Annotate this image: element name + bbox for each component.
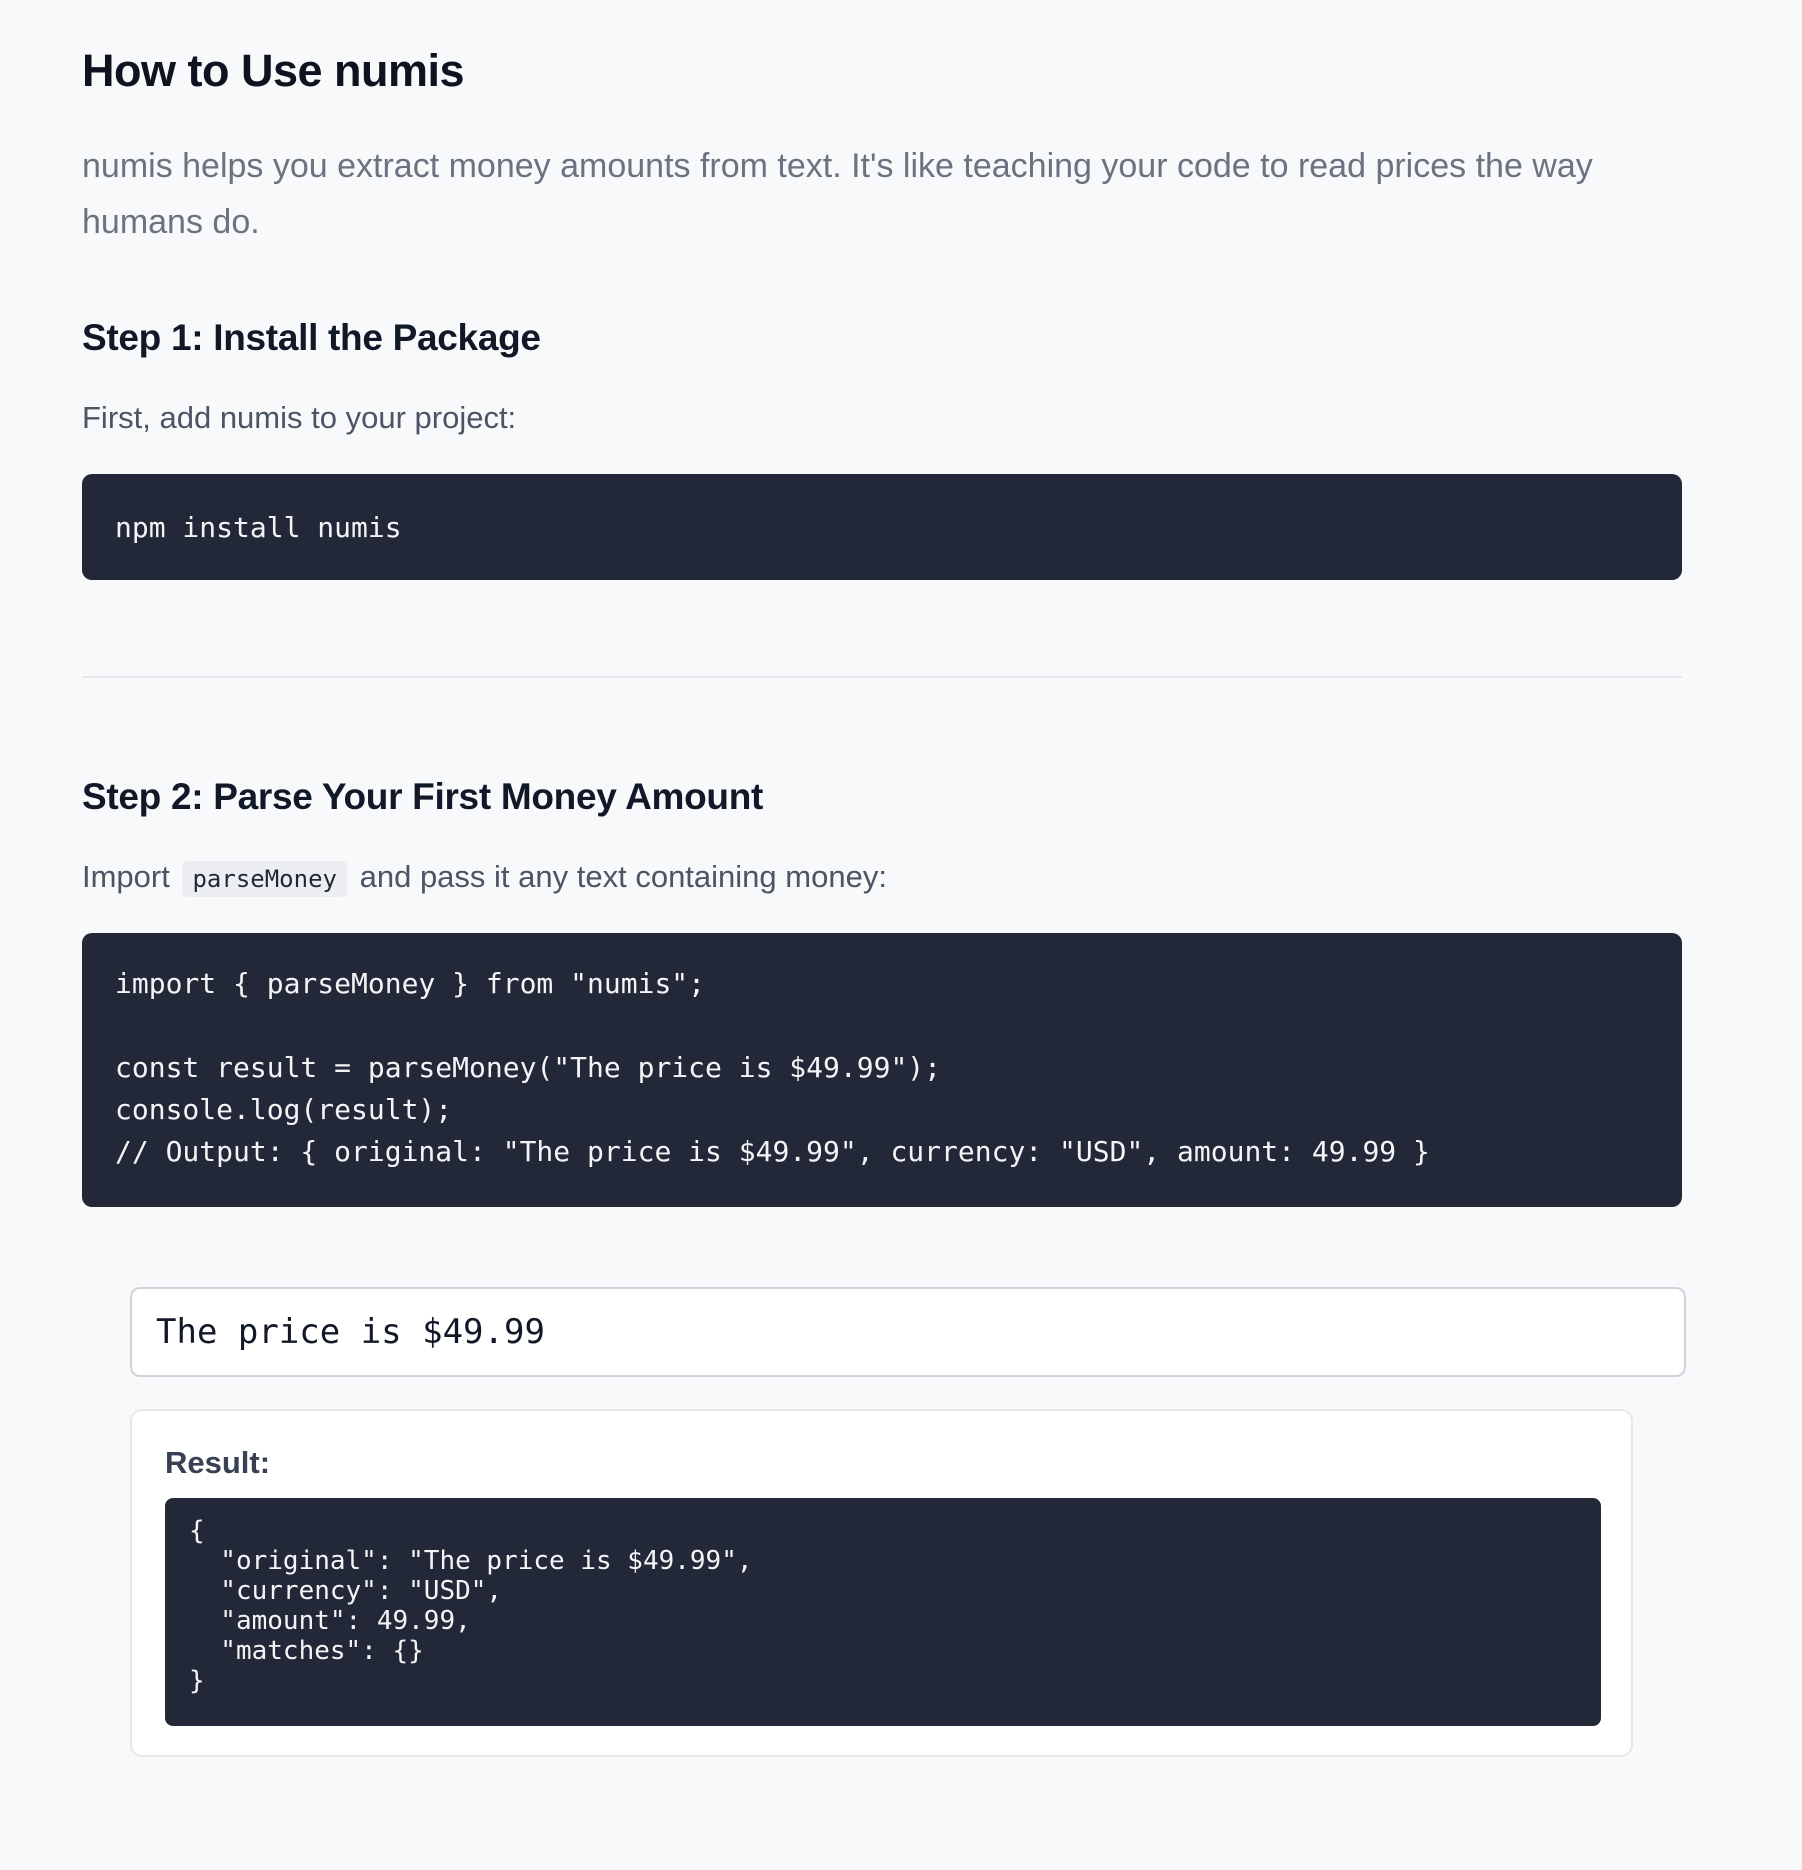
usage-code-block: import { parseMoney } from "numis"; const result = parseMoney("The price is $49.99"); console.log(result); // Output: { original: "The price is $49.99", currency: "USD", amount: 49.99 } xyxy=(82,933,1682,1207)
demo-text-input[interactable] xyxy=(130,1287,1686,1377)
intro-paragraph: numis helps you extract money amounts from text. It's like teaching your code to read prices the way humans do. xyxy=(82,147,1593,241)
step2-text-after: and pass it any text containing money: xyxy=(359,859,887,894)
result-json-block: { "original": "The price is $49.99", "currency": "USD", "amount": 49.99, "matches": {} } xyxy=(165,1498,1601,1726)
step1-text: First, add numis to your project: xyxy=(82,400,517,435)
step2-text-before: Import xyxy=(82,859,170,894)
inline-code-parsemoney: parseMoney xyxy=(182,861,347,897)
result-card xyxy=(130,1409,1633,1757)
step2-heading: Step 2: Parse Your First Money Amount xyxy=(82,776,764,817)
step1-heading: Step 1: Install the Package xyxy=(82,317,541,358)
section-divider xyxy=(82,676,1682,678)
page-title: How to Use numis xyxy=(82,45,465,96)
install-code-block: npm install numis xyxy=(82,474,1682,580)
step2-text xyxy=(82,855,887,898)
result-label: Result: xyxy=(165,1445,271,1480)
